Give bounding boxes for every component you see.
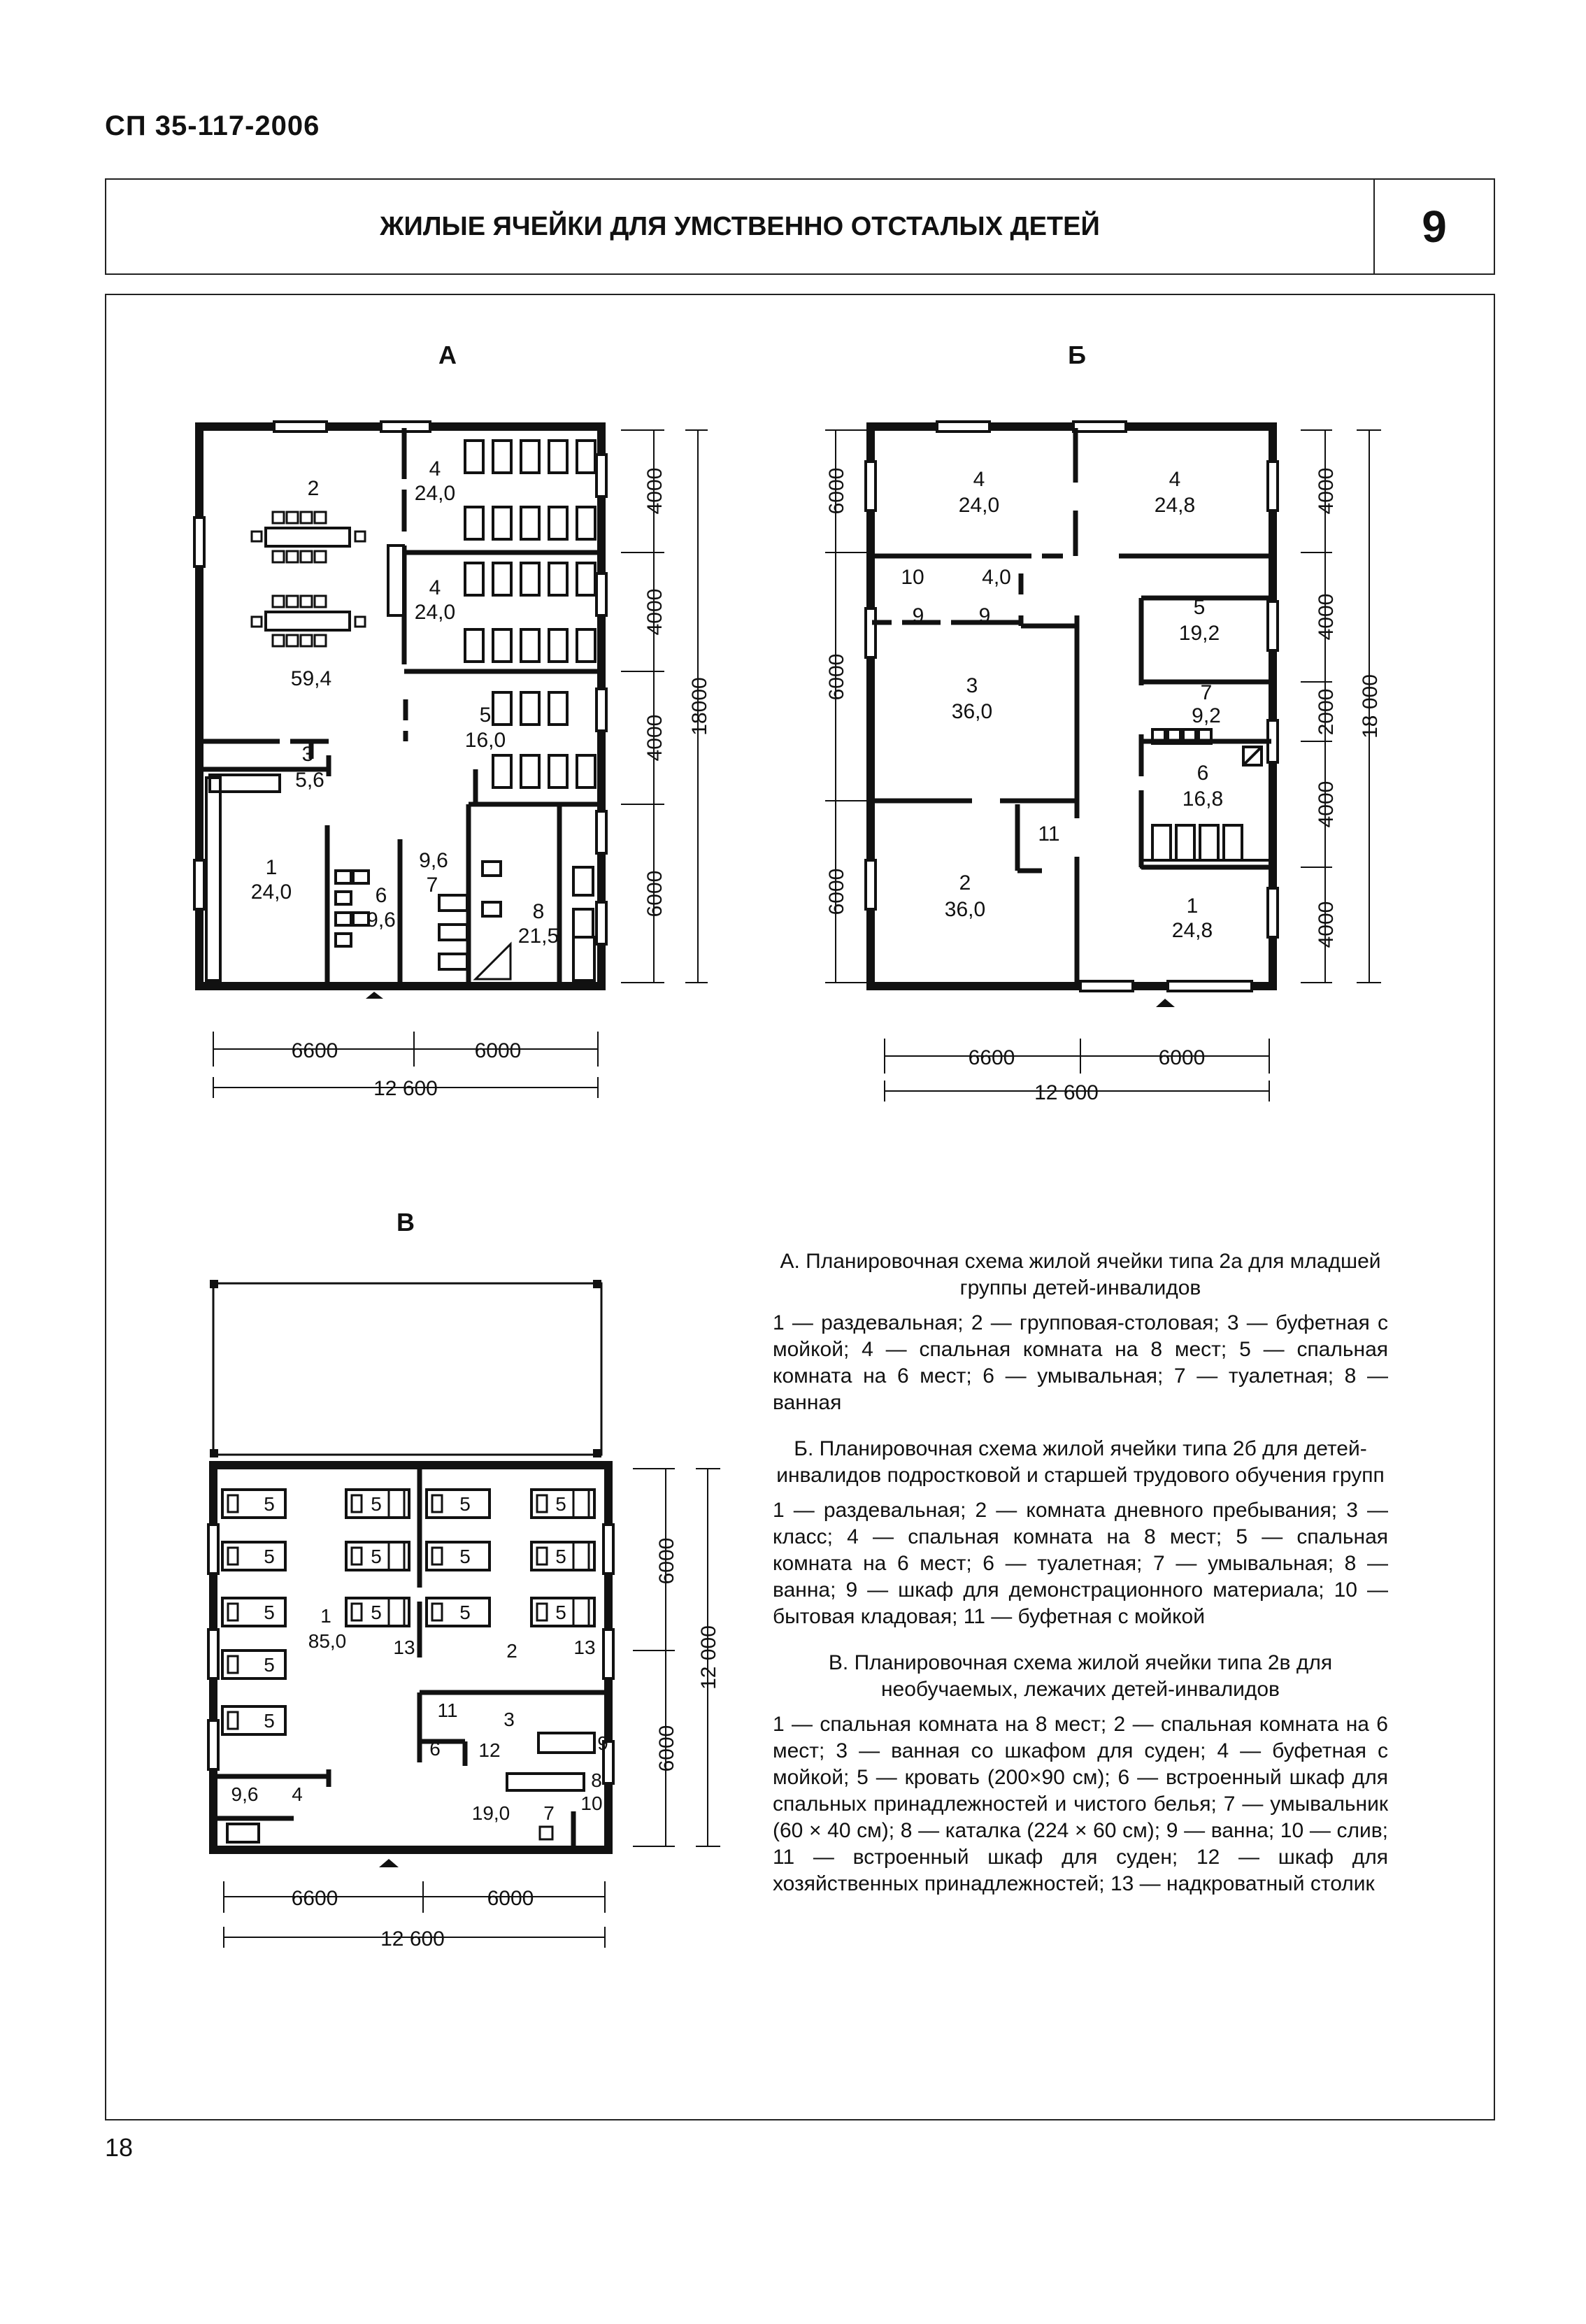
v-dim-total: 12 600 — [380, 1927, 445, 1951]
b-dim-lh3: 6000 — [825, 868, 848, 915]
b-dim-total-h: 18 000 — [1359, 674, 1382, 739]
b-room-2-area: 36,0 — [944, 898, 986, 921]
v-bed-11: 5 — [459, 1602, 471, 1623]
b-dim-w1: 6600 — [968, 1046, 1015, 1069]
b-room-10-area: 4,0 — [982, 566, 1011, 589]
a-dim-h2: 4000 — [643, 588, 666, 636]
a-room-7-area: 9,6 — [419, 849, 448, 872]
b-room-10: 10 — [901, 566, 924, 589]
sheet-title: ЖИЛЫЕ ЯЧЕЙКИ ДЛЯ УМСТВЕННО ОТСТАЛЫХ ДЕТЕЙ — [380, 212, 1100, 241]
b-dim-rh1: 4000 — [1315, 467, 1338, 515]
v-bed-13: 5 — [555, 1546, 566, 1567]
b-room-2: 2 — [959, 871, 971, 894]
a-room-4a-area: 24,0 — [414, 482, 456, 505]
v-dim-total-h: 12 000 — [697, 1625, 720, 1690]
b-room-6-area: 16,8 — [1182, 787, 1224, 811]
a-room-1-area: 24,0 — [250, 881, 292, 904]
b-dim-total: 12 600 — [1034, 1081, 1099, 1104]
a-room-8: 8 — [532, 900, 545, 923]
document-code: СП 35-117-2006 — [105, 111, 320, 141]
v-bed-8: 5 — [371, 1602, 382, 1623]
b-room-7-area: 9,2 — [1192, 704, 1221, 727]
v-bed-7: 5 — [371, 1546, 382, 1567]
plan-v-label: В — [396, 1208, 415, 1236]
a-room-3-area: 5,6 — [295, 769, 324, 792]
v-dim-h1: 6000 — [655, 1537, 678, 1585]
b-room-5-area: 19,2 — [1178, 622, 1220, 645]
caption-a-legend: 1 — раздевальная; 2 — групповая-столовая; 3 — буфетная с мойкой; 4 — спальная комната на 8 мест; 5 — спальная комната на 6 мест; 6 — умывальная; 7 — туалетная; 8 — ванная — [773, 1311, 1388, 1414]
v-bed-3: 5 — [264, 1602, 275, 1623]
v-room-1-area: 85,0 — [308, 1630, 347, 1652]
b-room-9b: 9 — [978, 604, 991, 627]
page-number: 18 — [105, 2133, 134, 2162]
v-bed-4: 5 — [264, 1654, 275, 1676]
v-room-2: 2 — [506, 1640, 517, 1662]
v-dim-w2: 6000 — [487, 1887, 534, 1910]
b-dim-rh5: 4000 — [1315, 901, 1338, 948]
plan-b-label: Б — [1068, 341, 1086, 369]
a-room-2: 2 — [307, 477, 320, 500]
a-room-6: 6 — [375, 884, 387, 907]
v-bed-5: 5 — [264, 1710, 275, 1732]
v-room-6: 6 — [429, 1738, 441, 1760]
b-dim-lh2: 6000 — [825, 653, 848, 701]
a-room-5-area: 16,0 — [464, 729, 506, 752]
plan-captions — [773, 1248, 1388, 1917]
a-room-1: 1 — [265, 856, 278, 879]
v-room-10: 10 — [580, 1792, 603, 1814]
v-bed-10: 5 — [459, 1546, 471, 1567]
v-room-4: 4 — [292, 1783, 303, 1805]
a-room-6-area: 9,6 — [366, 908, 396, 932]
b-room-4a-area: 24,0 — [958, 494, 1000, 517]
b-room-7: 7 — [1200, 681, 1213, 704]
v-room-19-area: 19,0 — [471, 1802, 510, 1824]
a-dim-h3: 4000 — [643, 714, 666, 762]
a-room-4a: 4 — [429, 457, 441, 480]
a-room-7: 7 — [426, 874, 438, 897]
a-dim-h4: 6000 — [643, 870, 666, 918]
sheet-number: 9 — [1422, 201, 1447, 252]
v-room-12: 12 — [478, 1739, 501, 1761]
b-room-11: 11 — [1038, 822, 1060, 846]
v-room-1: 1 — [320, 1605, 331, 1627]
v-room-13b: 13 — [573, 1637, 596, 1658]
a-room-2-area: 59,4 — [290, 667, 332, 690]
caption-v-legend: 1 — спальная комната на 8 мест; 2 — спальная комната на 6 мест; 3 — ванная со шкафом для суден; 4 — буфетная с мойкой; 5 — кровать (200×90 см); 6 — встроенный шкаф для спальных принадлежностей и чистого белья; 7 — умывальник (60 × 40 см); 8 — каталка (224 × 60 см); 9 — ванна; 10 — слив; 11 — встроенный шкаф для суден; 12 — шкаф для хозяйственных принадлежностей; 13 — надкроватный столик — [773, 1713, 1388, 1895]
a-room-4b: 4 — [429, 576, 441, 599]
v-room-7: 7 — [543, 1802, 555, 1824]
a-room-3: 3 — [301, 743, 314, 766]
a-dim-w1: 6600 — [291, 1039, 338, 1062]
v-room-3: 3 — [503, 1709, 515, 1730]
b-room-5: 5 — [1193, 596, 1206, 619]
b-room-3: 3 — [966, 674, 978, 697]
v-bed-1: 5 — [264, 1493, 275, 1515]
v-bed-9: 5 — [459, 1493, 471, 1515]
v-room-13a: 13 — [393, 1637, 415, 1658]
v-dim-h2: 6000 — [655, 1725, 678, 1772]
caption-v-title: В. Планировочная схема жилой ячейки типа 2в для необучаемых, лежачих детей-инвалидов — [828, 1651, 1333, 1701]
b-room-4b-area: 24,8 — [1154, 494, 1196, 517]
a-dim-total: 12 600 — [373, 1077, 438, 1100]
b-room-4b: 4 — [1169, 468, 1181, 491]
b-room-3-area: 36,0 — [951, 700, 993, 723]
caption-a-title: А. Планировочная схема жилой ячейки типа 2а для младшей группы детей-инвалидов — [780, 1250, 1381, 1299]
a-room-8-area: 21,5 — [517, 925, 559, 948]
b-dim-w2: 6000 — [1158, 1046, 1206, 1069]
plan-b — [825, 341, 1382, 1104]
v-room-9: 9 — [597, 1732, 608, 1754]
b-room-1: 1 — [1186, 894, 1199, 918]
plan-a — [194, 341, 711, 1100]
b-room-1-area: 24,8 — [1171, 919, 1213, 942]
b-dim-lh1: 6000 — [825, 467, 848, 515]
v-bed-12: 5 — [555, 1493, 566, 1515]
v-bed-2: 5 — [264, 1546, 275, 1567]
plan-v — [208, 1208, 720, 1951]
a-room-5: 5 — [479, 704, 492, 727]
v-room-11: 11 — [437, 1699, 458, 1721]
v-room-4-area: 9,6 — [231, 1783, 259, 1805]
a-room-4b-area: 24,0 — [414, 601, 456, 624]
b-dim-rh4: 4000 — [1315, 780, 1338, 828]
a-dim-total-h: 18000 — [688, 677, 711, 736]
v-dim-w1: 6600 — [291, 1887, 338, 1910]
b-dim-rh3: 2000 — [1315, 688, 1338, 736]
caption-b-legend: 1 — раздевальная; 2 — комната дневного пребывания; 3 — класс; 4 — спальная комната на 8 мест; 5 — спальная комната на 6 мест; 6 — туалетная; 7 — умывальная; 8 — ванна; 9 — шкаф для демонстрационного материала; 10 — бытовая кладовая; 11 — буфетная с мойкой — [773, 1499, 1388, 1628]
a-dim-h1: 4000 — [643, 467, 666, 515]
v-bed-14: 5 — [555, 1602, 566, 1623]
b-room-4a: 4 — [973, 468, 985, 491]
b-room-6: 6 — [1196, 762, 1209, 785]
b-room-9a: 9 — [912, 604, 924, 627]
b-dim-rh2: 4000 — [1315, 593, 1338, 641]
plan-a-label: А — [438, 341, 457, 369]
v-bed-6: 5 — [371, 1493, 382, 1515]
caption-b-title: Б. Планировочная схема жилой ячейки типа 2б для детей-инвалидов подростковой и старшей трудового обучения групп — [776, 1437, 1385, 1487]
v-room-8: 8 — [591, 1769, 602, 1791]
a-dim-w2: 6000 — [474, 1039, 522, 1062]
